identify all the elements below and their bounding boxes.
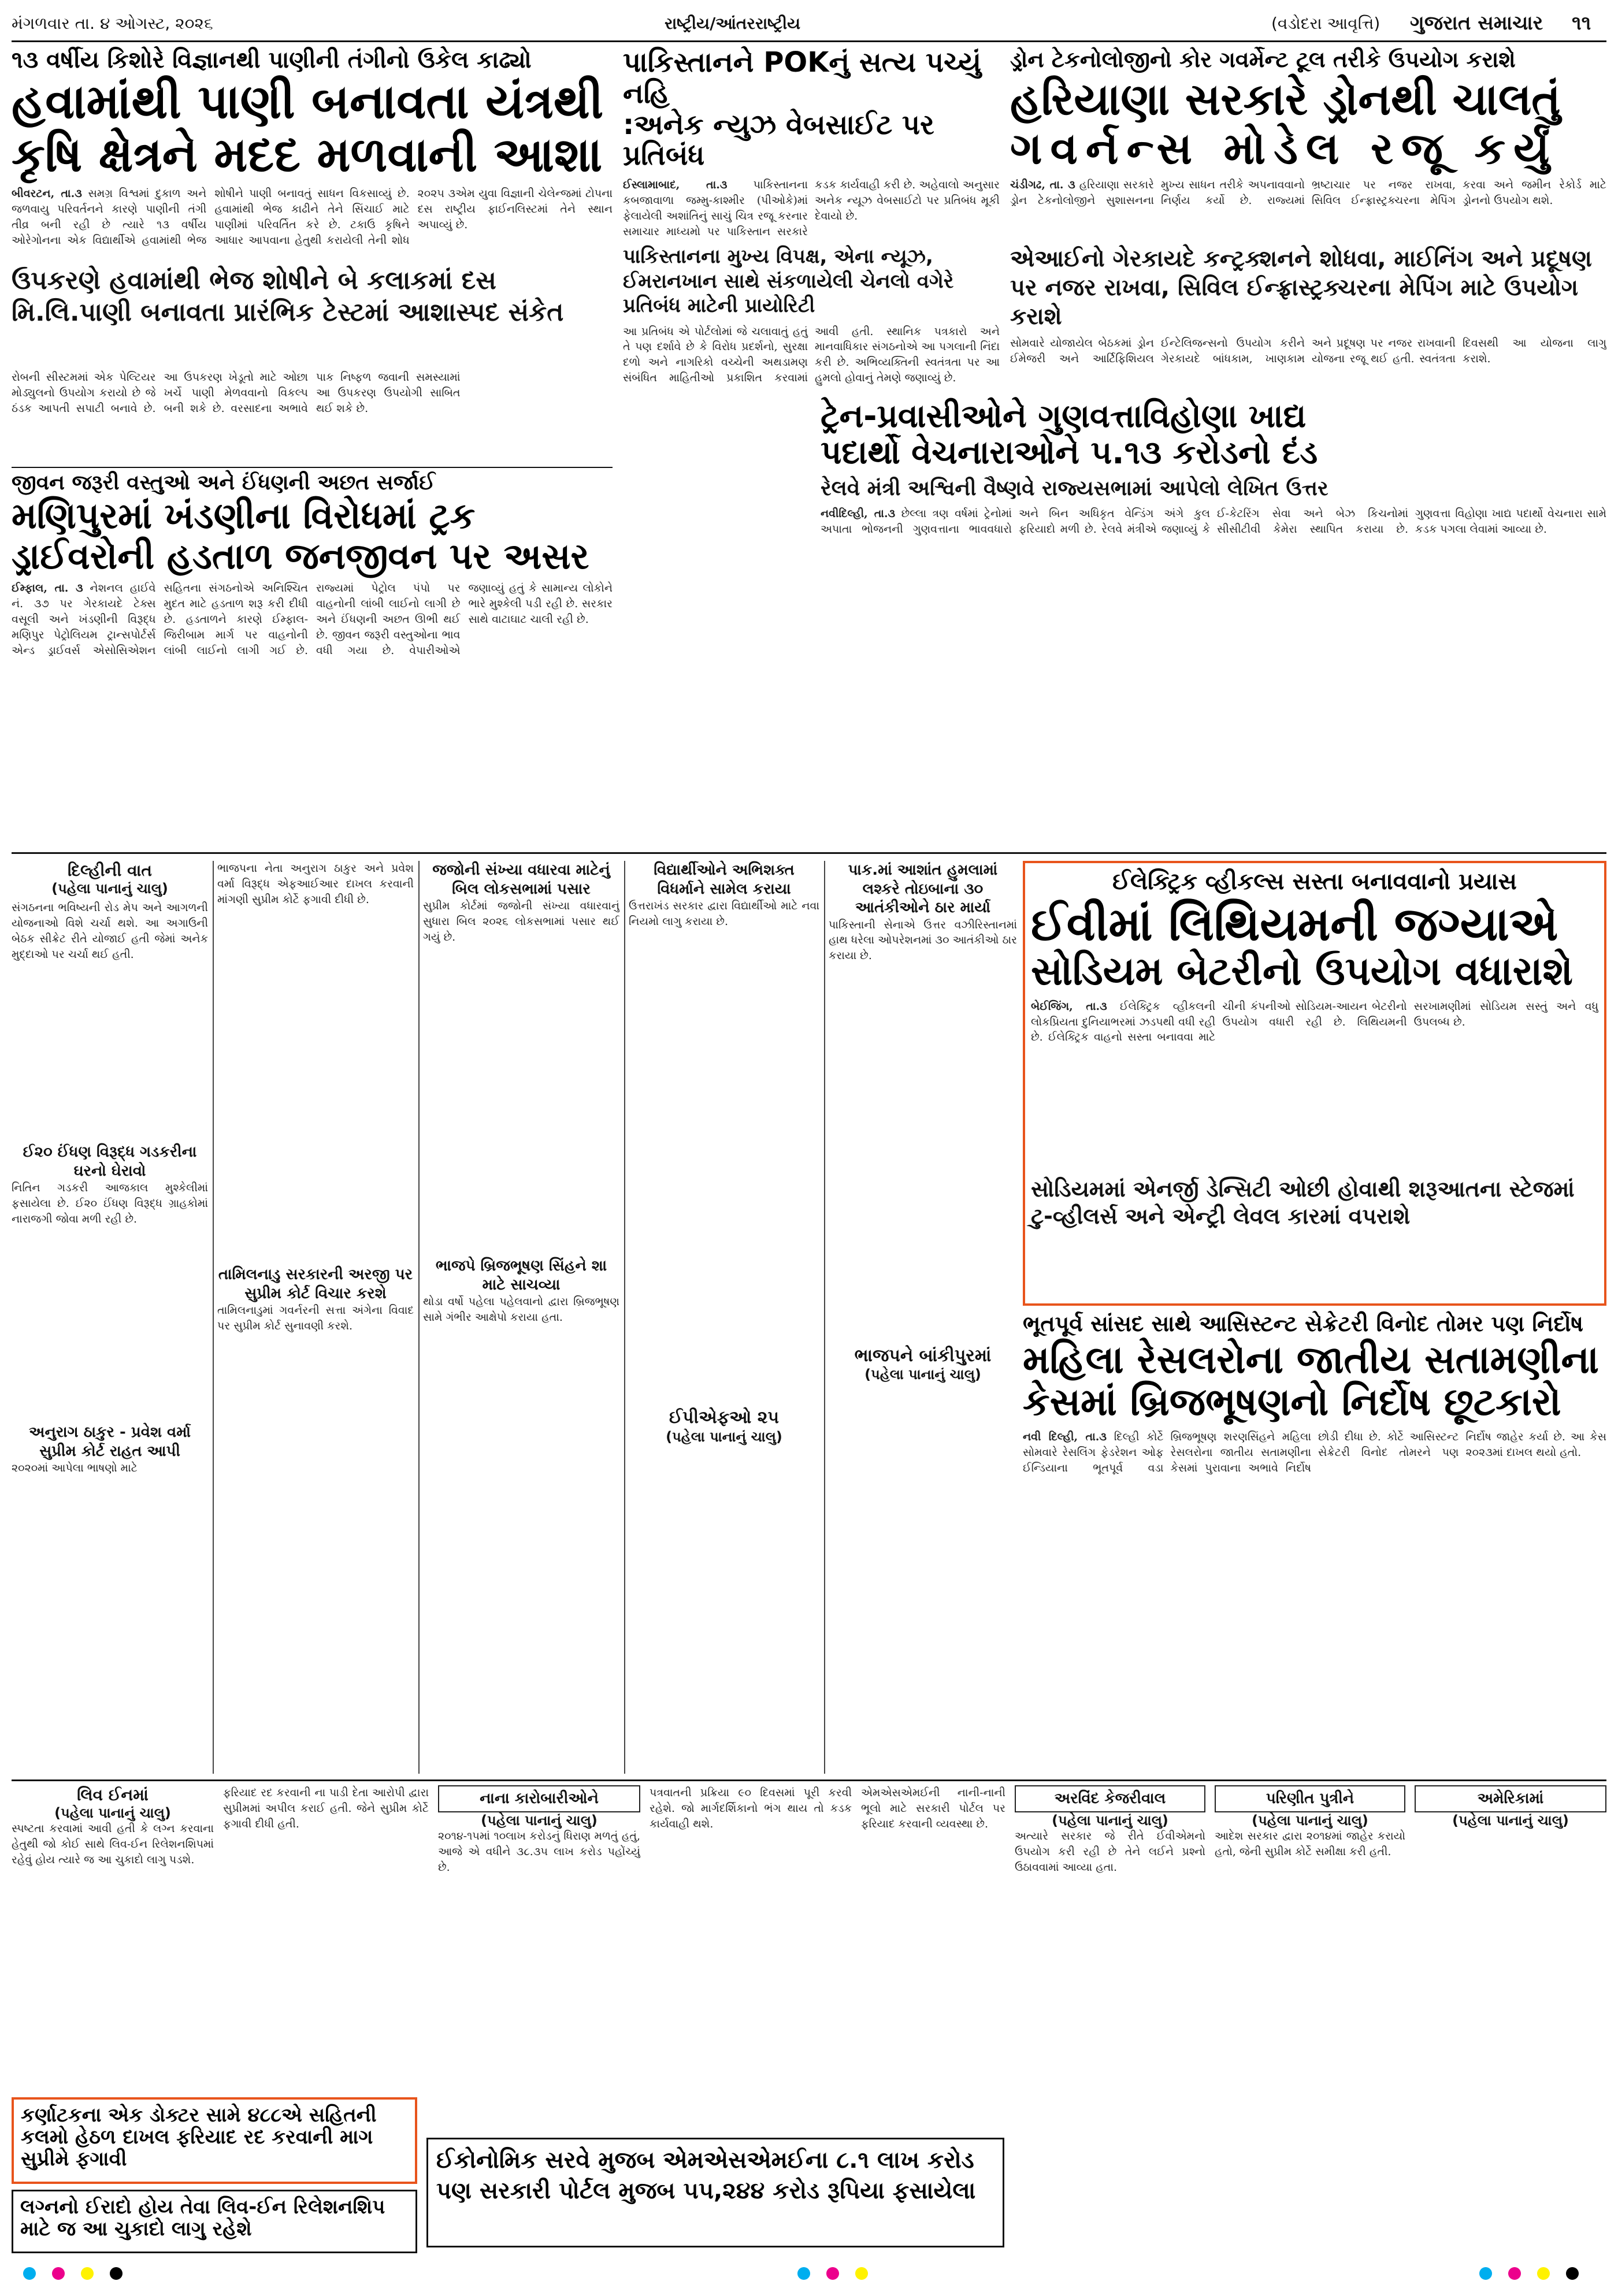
cyan-dot: [797, 2267, 810, 2280]
story-subhead: સોડિયમમાં એનર્જી ડેન્સિટી ઓછી હોવાથી શરૂઆતના સ્ટેજમાં ટુ-વ્હીલર્સ અને એન્ટ્રી લેવલ કારમાં વપરાશે: [1031, 1176, 1575, 1229]
column-body-3: ૨૦૨૦માં આપેલા ભાષણો માટે: [12, 1462, 138, 1474]
story-kicker: ઈલેક્ટ્રિક વ્હીકલ્સ સસ્તા બનાવવાનો પ્રયાસ: [1112, 868, 1517, 895]
story-body: [1023, 1429, 1606, 1707]
story-subhead: પાકિસ્તાનના મુખ્ય વિપક્ષ, એના ન્યૂઝ, ઈમરાનખાન સાથે સંકળાયેલી ચેનલો વગેરે પ્રતિબંધ માટેની પ્રાયોરિટી: [623, 245, 954, 317]
story-headline-2: પદાર્થો વેચનારાઓને ૫.૧૩ કરોડનો દંડ: [821, 433, 1318, 471]
story-headline-2: :અનેક ન્યુઝ વેબસાઈટ પર પ્રતિબંધ: [623, 108, 934, 172]
column-title: પરિણીત પુત્રીને: [1215, 1785, 1405, 1812]
story-sodium-battery: [1023, 861, 1606, 1306]
column-subhead: તામિલનાડુ સરકારની અરજી પર સુપ્રીમ કોર્ટ વિચાર કરશે: [218, 1266, 413, 1302]
column-title: પાક.માં આશાંત હુમલામાં લશ્કરે તોઇબાના ૩૦ આતંકીઓને ઠાર માર્યા: [848, 861, 998, 916]
column-body: ૨૦૧૪-૧૫માં ૧૦લાખ કરોડનું ધિરાણ મળતું હતું, આજે એ વધીને ૩૮.૩૫ લાખ કરોડ પહોંચ્યું છે.: [438, 1830, 640, 1874]
column-body: સંગઠનના ભવિષ્યની રોડ મેપ અને આગળની યોજનાઓ વિશે ચર્ચા થશે. આ અગાઉની બેઠક સીક્રેટ રીતે યોજાઈ હતી જેમાં અનેક મુદ્દાઓ પર ચર્ચા થઈ હતી.: [12, 901, 208, 961]
column-delhi: [12, 861, 208, 1774]
column-title: નાના કારોબારીઓને: [438, 1785, 640, 1812]
column-continued: (પહેલા પાનાનું ચાલુ): [54, 1805, 171, 1821]
column-body-2: નિતિન ગડકરી આજકાલ મુશ્કેલીમાં ફસાયેલા છે. ઈ૨૦ ઈંધણ વિરૂદ્ધ ગ્રાહકોમાં નારાજગી જોવા મળી રહી છે.: [12, 1182, 208, 1225]
story-manipur: [12, 467, 613, 848]
column-daughter: [1215, 1785, 1405, 2152]
masthead-paper: ગુજરાત સમાચાર: [1410, 12, 1543, 35]
dateline: ઈસ્લામાબાદ, તા.૩: [623, 179, 728, 191]
story-headline-2: કૃષિ ક્ષેત્રને મદદ મળવાની આશા: [12, 127, 603, 183]
story-headline: પાકિસ્તાનને POKનું સત્ય પચ્યું નહિ: [623, 46, 982, 110]
story-headline-2: ગવર્નન્સ મોડેલ રજૂ કર્યું: [1010, 122, 1558, 174]
column-title: વિદ્યાર્થીઓને અભિશક્ત વિધર્માને સામેલ કરાયા: [654, 861, 795, 898]
cyan-dot: [23, 2267, 36, 2280]
yellow-dot: [81, 2267, 94, 2280]
story-body: [1010, 177, 1606, 241]
column-body: પાકિસ્તાની સેનાએ ઉત્તર વઝીરિસ્તાનમાં હાથ ધરેલા ઓપરેશનમાં ૩૦ આતંકીઓ ઠાર કરાયા છે.: [829, 918, 1017, 963]
column-title: જજોની સંખ્યા વધારવા માટેનું બિલ લોકસભામાં પસાર: [432, 861, 610, 898]
story-water-machine: [12, 47, 613, 371]
body-text: હરિયાણા સરકારે ડ્રોન ટેકનોલોજીને સુશાસનના મુખ્ય સાધન તરીકે અપનાવવાનો નિર્ણય કર્યો છે. રાજ્યમાં ભ્રષ્ટાચાર પર નજર રાખવા, સિવિલ ઈન્ફ્રાસ્ટ્રક્ચરના મેપિંગ કરવા અને જમીન રેકોર્ડ માટે ડ્રોનનો ઉપયોગ થશે.: [1010, 178, 1606, 207]
story-headline: હરિયાણા સરકારે ડ્રોનથી ચાલતું: [1010, 73, 1561, 125]
column-subhead: ઈ૨૦ ઈંધણ વિરૂદ્ધ ગડકરીના ઘરનો ઘેરાવો: [23, 1143, 197, 1180]
body-text: સમગ્ર વિશ્વમાં દુકાળ અને જળવાયુ પરિવર્તનને કારણે પાણીની તંગી તીવ્ર બની રહી છે ત્યારે ૧૩ વર્ષીય ઓરેગોનના એક વિદ્યાર્થીએ હવામાંથી ભેજ શોષીને પાણી બનાવતું સાધન વિકસાવ્યું છે. હવામાંથી ભેજ કાઢીને તેને સિંચાઈ માટે પાણીમાં પરિવર્તિત કરે છે. ટકાઉ કૃષિને આધાર આપવાના હેતુથી કરાયેલી તેની શોધ ૨૦૨૫ ૩એમ યુવા વિજ્ઞાની ચેલેન્જમાં ટોપના દસ રાષ્ટ્રીય ફાઈનલિસ્ટમાં તેને સ્થાન અપાવ્યું છે.: [12, 187, 613, 247]
masthead: [12, 10, 1606, 36]
story-body: [623, 177, 1000, 241]
story-subhead: એઆઈનો ગેરકાયદે કન્ટ્રક્શનને શોધવા, માઈનિંગ અને પ્રદૂષણ પર નજર રાખવા, સિવિલ ઈન્ફ્રાસ્ટ્રક્ચરના મેપિંગ માટે ઉપયોગ કરાશે: [1010, 245, 1592, 330]
column-continued: (પહેલા પાનાનું ચાલુ): [666, 1428, 782, 1445]
dateline: બીવરટન, તા.૩: [12, 187, 82, 200]
story-subhead: ઉપકરણે હવામાંથી ભેજ શોષીને બે કલાકમાં દસ: [12, 266, 496, 296]
column-livein: [12, 1785, 214, 2098]
column-body: પત્રવાતની પ્રક્રિયા ૯૦ દિવસમાં પૂરી કરવી રહેશે. જો માર્ગદર્શિકાનો ભંગ થાય તો કડક કાર્યવાહી થશે.: [650, 1786, 852, 1830]
magenta-dot: [826, 2267, 839, 2280]
column-continued: (પહેલા પાનાનું ચાલુ): [1052, 1812, 1168, 1829]
column-continued: (પહેલા પાનાનું ચાલુ): [481, 1812, 598, 1829]
story-body: [1031, 999, 1598, 1172]
column-america: [1415, 1785, 1606, 1829]
story-headline-2: કેસમાં બ્રિજભૂષણનો નિર્દોષ છૂટકારો: [1023, 1380, 1561, 1425]
box-headline-2: પણ સરકારી પોર્ટલ મુજબ ૫૫,૨૪૪ કરોડ રૂપિયા ફસાયેલા: [436, 2177, 976, 2204]
column-5: [829, 861, 1017, 1774]
column-continued: (પહેલા પાનાનું ચાલુ): [1252, 1812, 1368, 1829]
column-body: સુપ્રીમ કોર્ટમાં જજોની સંખ્યા વધારવાનું સુધારા બિલ ૨૦૨૬ લોકસભામાં પસાર થઈ ગયું છે.: [423, 900, 619, 943]
column-body: ઉત્તરાખંડ સરકાર દ્વારા વિદ્યાર્થીઓ માટે નવા નિયમો લાગુ કરાયા છે.: [629, 900, 819, 928]
story-subhead: રેલવે મંત્રી અશ્વિની વૈષ્ણવે રાજ્યસભામાં આપેલો લેખિત ઉત્તર: [821, 477, 1328, 501]
story-headline: ઈવીમાં લિથિયમની જગ્યાએ: [1031, 897, 1558, 951]
box-headline: ઈકોનોમિક સરવે મુજબ એમએસએમઈના ૮.૧ લાખ કરોડ: [436, 2147, 974, 2174]
box-headline: લગ્નનો ઈરાદો હોય તેવા લિવ-ઈન રિલેશનશિપ માટે જ આ ચુકાદો લાગુ રહેશે: [20, 2195, 385, 2241]
box-karnataka: [12, 2097, 417, 2184]
story-brijbhushan: [1023, 1312, 1606, 1774]
story-kicker: ભૂતપૂર્વ સાંસદ સાથે આસિસ્ટન્ટ સેક્રેટરી વિનોદ તોમર પણ નિર્દોષ: [1023, 1311, 1583, 1336]
yellow-dot: [1537, 2267, 1550, 2280]
body-text: છેલ્લા ત્રણ વર્ષમાં ટ્રેનોમાં અપાતા ભોજનની ગુણવત્તાના ભાવવધારો અને બિન અધિકૃત વેન્ડિંગ અંગે કુલ ફરિયાદો મળી છે. રેલવે મંત્રીએ જણાવ્યું કે ઈ-કેટરિંગ સેવા અને બેઝ કિચનોમાં સીસીટીવી કેમેરા સ્થાપિત કરાયા છે. ગુણવત્તા વિહોણા ખાદ્ય પદાર્થો વેચનારા સામે કડક પગલા લેવામાં આવ્યા છે.: [821, 507, 1606, 536]
story-headline: મહિલા રેસલરોના જાતીય સતામણીના: [1023, 1337, 1599, 1382]
masthead-date: મંગળવાર તા. ૪ ઓગસ્ટ, ૨૦૨૬: [12, 14, 213, 33]
column-msme: [650, 1785, 852, 2097]
body-text: રોબની સીસ્ટમમાં એક પેલ્ટિયર મોડ્યુલનો ઉપયોગ કરાયો છે જે ઠંડક આપતી સપાટી બનાવે છે. આ ઉપકરણ ખેડૂતો માટે ઓછા ખર્ચે પાણી મેળવવાનો વિકલ્પ બની શકે છે. વરસાદના અભાવે પાક નિષ્ફળ જવાની સમસ્યામાં આ ઉપકરણ ઉપયોગી સાબિત થઈ શકે છે.: [12, 371, 461, 415]
story-headline-2: સોડિયમ બેટરીનો ઉપયોગ વધારાશે: [1031, 949, 1573, 995]
story-train-food: [821, 399, 1606, 855]
page-number: ૧૧: [1572, 12, 1591, 35]
column-small-business: [438, 1785, 640, 2077]
column-rule: [418, 861, 420, 1774]
story-haryana-drones: [1010, 47, 1606, 394]
magenta-dot: [52, 2267, 65, 2280]
column-rule: [624, 861, 625, 1774]
masthead-rule: [12, 40, 1606, 42]
dateline: નવીદિલ્હી, તા.૩: [821, 507, 896, 521]
column-rule: [213, 861, 214, 1774]
column-title: લિવ ઈનમાં: [77, 1785, 149, 1804]
story-subhead-2: મિ.લિ.પાણી બનાવતા પ્રારંભિક ટેસ્ટમાં આશાસ્પદ સંકેત: [12, 298, 564, 328]
column-subhead: ભાજપે બ્રિજભૂષણ સિંહને શા માટે સાચવ્યા: [435, 1257, 607, 1294]
column-4: [629, 861, 819, 1774]
column-body: આદેશ સરકાર દ્વારા ૨૦૧૪માં જાહેર કરાયો હતો, જેની સુપ્રીમ કોર્ટે સમીક્ષા કરી હતી.: [1215, 1830, 1405, 1858]
masthead-section: રાષ્ટ્રીય/આંતરરાષ્ટ્રીય: [665, 14, 801, 33]
story-headline: મણિપુરમાં ખંડણીના વિરોધમાં ટ્રક: [12, 495, 476, 537]
cyan-dot: [1479, 2267, 1492, 2280]
column-body: અત્યારે સરકાર જે રીતે ઈવીએમનો ઉપયોગ કરી રહી છે તેને લઈને પ્રશ્નો ઉઠાવવામાં આવ્યા હતા.: [1015, 1830, 1205, 1874]
column-livein-2: [223, 1785, 429, 2097]
box-livein: [12, 2190, 417, 2253]
column-3: [423, 861, 619, 1774]
column-continued: (પહેલા પાનાનું ચાલુ): [864, 1366, 981, 1383]
column-title: અમેરિકામાં: [1415, 1785, 1606, 1812]
column-kejriwal: [1015, 1785, 1205, 2152]
column-subhead: ભાજપને બાંકીપુરમાં: [854, 1345, 992, 1366]
column-body: ભાજપના નેતા અનુરાગ ઠાકુર અને પ્રવેશ વર્મા વિરૂદ્ધ એફઆઈઆર દાખલ કરવાની માંગણી સુપ્રીમ કોર્ટે ફગાવી દીધી છે.: [217, 862, 414, 906]
column-subhead-2: અનુરાગ ઠાકુર - પ્રવેશ વર્મા સુપ્રીમ કોર્ટ રાહત આપી: [29, 1424, 191, 1460]
column-continued: (પહેલા પાનાનું ચાલુ): [51, 880, 168, 897]
story-headline: હવામાંથી પાણી બનાવતા યંત્રથી: [12, 74, 604, 129]
black-dot: [1566, 2267, 1579, 2280]
story-kicker: ડ્રોન ટેકનોલોજીનો કોર ગવર્મેન્ટ ટૂલ તરીકે ઉપયોગ કરાશે: [1010, 47, 1516, 72]
mid-columns: [12, 861, 1017, 1774]
story-headline-2: ડ્રાઈવરોની હડતાળ જનજીવન પર અસર: [12, 534, 589, 577]
dateline: બેઈજિંગ, તા.૩: [1031, 1000, 1107, 1013]
dateline: નવી દિલ્હી, તા.૩: [1023, 1431, 1107, 1444]
body-text: સોમવારે યોજાયેલ બેઠકમાં ડ્રોન ઈમેજરી અને આર્ટિફિશિયલ ઈન્ટેલિજન્સનો ઉપયોગ કરીને ગેરકાયદે બાંધકામ, ખાણકામ અને પ્રદૂષણ પર નજર રાખવાની યોજના રજૂ થઈ હતી. સ્વતંત્રતા દિવસથી આ યોજના લાગુ કરાશે.: [1010, 336, 1606, 365]
story-body: [821, 506, 1606, 830]
box-headline: કર્ણાટકના એક ડોક્ટર સામે ૪૮૮એ સહિતની કલમો હેઠળ દાખલ ફરિયાદ રદ કરવાની માગ સુપ્રીમે ફગાવી: [21, 2104, 377, 2171]
registration-marks: [0, 2267, 1618, 2290]
column-rule: [824, 861, 825, 1774]
column-title: અરવિંદ કેજરીવાલ: [1015, 1785, 1205, 1812]
column-body-2: તામિલનાડુમાં ગવર્નરની સત્તા અંગેના વિવાદ પર સુપ્રીમ કોર્ટ સુનાવણી કરશે.: [217, 1304, 414, 1332]
column-body-2: થોડા વર્ષો પહેલા પહેલવાનો દ્વારા બ્રિજભૂષણ સામે ગંભીર આક્ષેપો કરાયા હતા.: [423, 1295, 619, 1324]
body-text: આ પ્રતિબંધ એ પોર્ટલોમાં જે ચલાવાતું હતું તે પણ દર્શાવે છે કે વિરોધ પ્રદર્શનો, સુરક્ષા દળો અને નાગરિકો વચ્ચેની અથડામણ સંબંધિત માહિતીઓ પ્રકાશિત કરવામાં આવી હતી. સ્થાનિક પત્રકારો અને માનવાધિકાર સંગઠનોએ આ પગલાની નિંદા કરી છે. અભિવ્યક્તિની સ્વતંત્રતા પર આ હુમલો હોવાનું તેમણે જણાવ્યું છે.: [623, 325, 1000, 385]
story-kicker: ૧૩ વર્ષીય કિશોરે વિજ્ઞાનથી પાણીની તંગીનો ઉકેલ કાઢ્યો: [12, 47, 532, 73]
dateline: ઈમ્ફાલ, તા. ૩: [12, 582, 83, 595]
column-2: [217, 861, 414, 1774]
body-text: પાકિસ્તાનના કબજાવાળા જમ્મુ-કાશ્મીર (પીઓકે)માં ફેલાયેલી અશાંતિનું સાચું ચિત્ર રજૂ કરનાર સમાચાર માધ્યમો પર પાકિસ્તાન સરકારે કડક કાર્યવાહી કરી છે. અહેવાલો અનુસાર અનેક ન્યૂઝ વેબસાઈટો પર પ્રતિબંધ મૂકી દેવાયો છે.: [623, 179, 1000, 238]
column-body: સ્પષ્ટતા કરવામાં આવી હતી કે લગ્ન કરવાના હેતુથી જો કોઈ સાથે લિવ-ઈન રિલેશનશિપમાં રહેવું હોય ત્યારે જ આ ચુકાદો લાગુ પડશે.: [12, 1822, 214, 1866]
story-body: [12, 186, 613, 261]
column-body: ફરિયાદ રદ કરવાની ના પાડી દેતા આરોપી દ્વારા સુપ્રીમમાં અપીલ કરાઈ હતી. જેને સુપ્રીમ કોર્ટે ફગાવી દીધી હતી.: [223, 1786, 429, 1830]
column-subhead: ઈપીએફઓ ૨૫: [669, 1407, 780, 1428]
masthead-edition: (વડોદરા આવૃત્તિ): [1271, 14, 1381, 33]
story-headline: ટ્રેન-પ્રવાસીઓને ગુણવત્તાવિહોણા ખાદ્ય: [821, 397, 1307, 435]
box-economic-survey: [426, 2138, 1004, 2247]
divider: [12, 1779, 1606, 1781]
body-text: નેશનલ હાઈવે નં. ૩૭ પર ગેરકાયદે ટેક્સ વસૂલી અને ખંડણીની વિરૂદ્ધ મણિપુર પેટ્રોલિયમ ટ્રાન્સપોર્ટર્સ એન્ડ ડ્રાઈવર્સ એસોસિએશન સહિતના સંગઠનોએ અનિશ્ચિત મુદત માટે હડતાળ શરૂ કરી દીધી છે. હડતાળને કારણે ઈમ્ફાલ-જિરીબામ માર્ગ પર વાહનોની લાંબી લાઈનો લાગી ગઈ છે. રાજ્યમાં પેટ્રોલ પંપો પર વાહનોની લાંબી લાઈનો લાગી છે અને ઈંધણની અછત ઊભી થઈ છે. જીવન જરૂરી વસ્તુઓના ભાવ વધી ગયા છે. વેપારીઓએ જણાવ્યું હતું કે સામાન્ય લોકોને ભારે મુશ્કેલી પડી રહી છે. સરકાર સાથે વાટાઘાટ ચાલી રહી છે.: [12, 582, 613, 657]
column-continued: (પહેલા પાનાનું ચાલુ): [1452, 1812, 1569, 1829]
body-text: ઈલેક્ટ્રિક વ્હીકલની લોકપ્રિયતા દુનિયાભરમાં ઝડપથી વધી રહી છે. ઈલેક્ટ્રિક વાહનો સસ્તા બનાવવા માટે ચીની કંપનીઓ સોડિયમ-આયન બેટરીનો ઉપયોગ વધારી રહી છે. લિથિયમની સરખામણીમાં સોડિયમ સસ્તું અને વધુ ઉપલબ્ધ છે.: [1031, 1000, 1598, 1044]
column-title: દિલ્હીની વાત: [68, 861, 152, 880]
magenta-dot: [1508, 2267, 1521, 2280]
divider: [12, 467, 613, 468]
column-msme-2: [861, 1785, 1005, 2097]
story-body-2: [12, 370, 613, 462]
black-dot: [110, 2267, 123, 2280]
divider: [12, 852, 1606, 854]
yellow-dot: [855, 2267, 868, 2280]
dateline: ચંડીગઢ, તા. ૩: [1010, 178, 1075, 191]
body-text: દિલ્હી કોર્ટે સોમવારે રેસલિંગ ફેડરેશન ઓફ ઈન્ડિયાના ભૂતપૂર્વ વડા બ્રિજભૂષણ શરણસિંહને મહિલા રેસલરોના જાતીય સતામણીના કેસમાં પુરાવાના અભાવે નિર્દોષ છોડી દીધા છે. કોર્ટે આસિસ્ટન્ટ સેક્રેટરી વિનોદ તોમરને પણ નિર્દોષ જાહેર કર્યા છે. આ કેસ ૨૦૨૩માં દાખલ થયો હતો.: [1023, 1431, 1606, 1475]
story-body: [12, 581, 613, 812]
story-kicker: જીવન જરૂરી વસ્તુઓ અને ઈંધણની અછત સર્જાઈ: [12, 471, 435, 495]
column-body: એમએસએમઈની નાની-નાની ભૂલો માટે સરકારી પોર્ટલ પર ફરિયાદ કરવાની વ્યવસ્થા છે.: [861, 1786, 1005, 1830]
